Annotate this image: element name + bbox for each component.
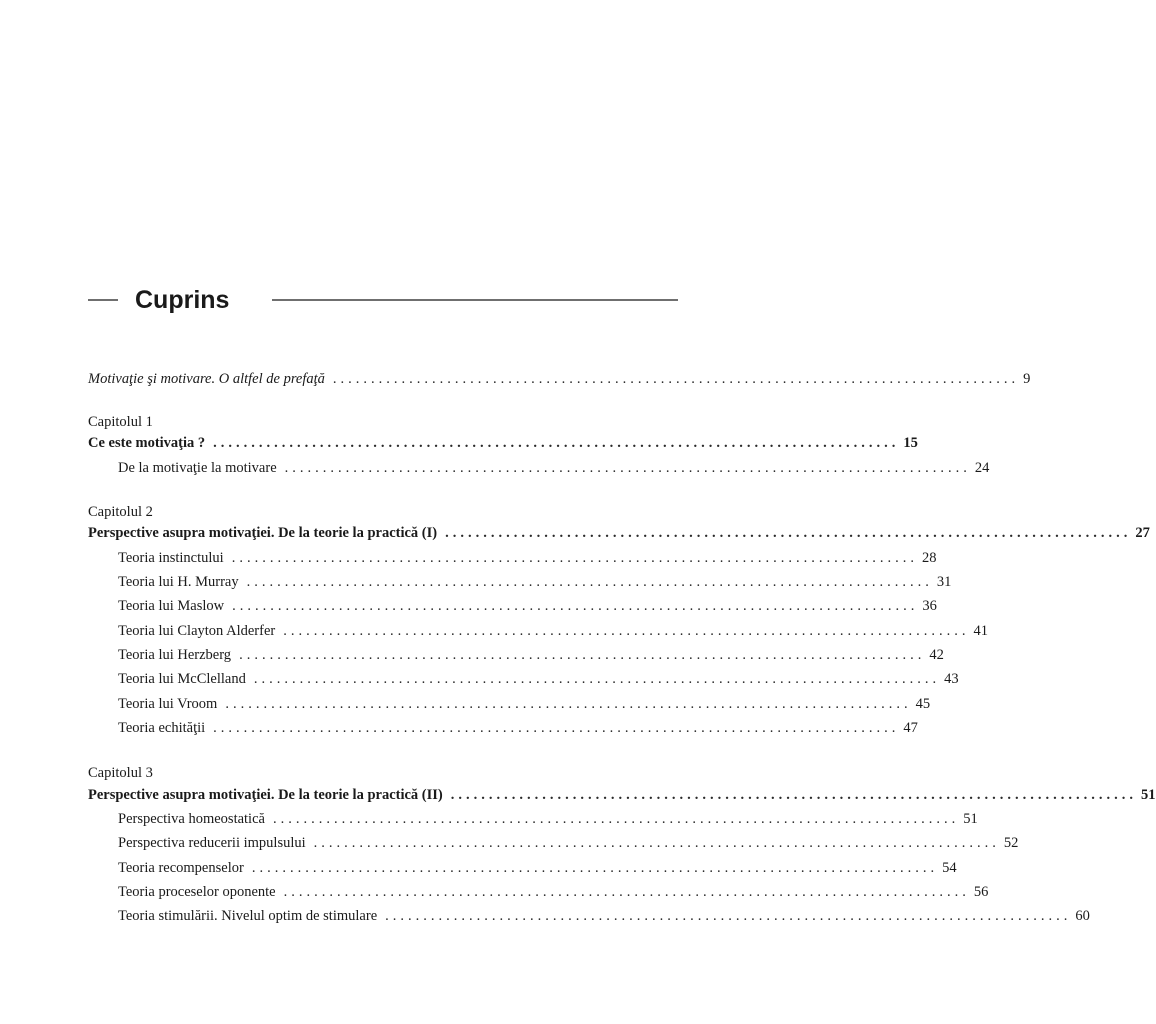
toc-entry-label: Teoria lui Herzberg bbox=[118, 647, 232, 663]
toc-entry-label: Teoria recompenselor bbox=[118, 860, 244, 876]
toc-page-number: 47 bbox=[903, 720, 918, 736]
toc-entry-preface[interactable] bbox=[88, 369, 1031, 389]
toc-entry-label: Teoria lui Vroom bbox=[118, 696, 218, 712]
toc-entry[interactable] bbox=[88, 458, 990, 478]
toc-page-number: 54 bbox=[942, 860, 957, 876]
toc-entry-label: Perspective asupra motivaţiei. De la teorie la practică (II) bbox=[88, 787, 443, 803]
chapter-label: Capitolul 1 bbox=[88, 414, 153, 430]
toc-entry[interactable] bbox=[88, 548, 937, 568]
toc-entry-label: Teoria proceselor oponente bbox=[118, 884, 276, 900]
toc-leader-dots: .......................................................................................... bbox=[283, 623, 970, 639]
toc-leader-dots: .......................................................................................... bbox=[283, 884, 970, 900]
toc-page-number: 51 bbox=[963, 811, 978, 827]
toc-entry[interactable] bbox=[88, 809, 978, 829]
toc-leader-dots: .......................................................................................... bbox=[272, 811, 960, 827]
toc-entry-label: Perspectiva reducerii impulsului bbox=[118, 835, 306, 851]
toc-leader-dots: .......................................................................................... bbox=[225, 696, 912, 712]
toc-page-number: 56 bbox=[973, 884, 989, 900]
toc-leader-dots: .......................................................................................... bbox=[239, 647, 926, 663]
page-title: Cuprins bbox=[135, 286, 230, 314]
toc-page-number: 42 bbox=[929, 647, 944, 663]
chapter-label: Capitolul 3 bbox=[88, 765, 153, 781]
toc-page-number: 51 bbox=[1141, 787, 1156, 803]
heading-rule-right bbox=[272, 299, 678, 301]
toc-entry[interactable] bbox=[88, 882, 989, 902]
toc-leader-dots: .......................................................................................... bbox=[284, 460, 971, 476]
toc-entry[interactable] bbox=[88, 833, 1019, 853]
toc-entry-label: Perspectiva homeostatică bbox=[118, 811, 265, 827]
toc-leader-dots: .......................................................................................... bbox=[213, 435, 900, 451]
heading-rule-left bbox=[88, 299, 118, 301]
toc-leader-dots: .......................................................................................... bbox=[251, 860, 939, 876]
toc-entry-label: Teoria lui H. Murray bbox=[118, 574, 239, 590]
toc-entry-label: Perspective asupra motivaţiei. De la teorie la practică (I) bbox=[88, 525, 438, 541]
toc-entry[interactable] bbox=[88, 669, 959, 689]
toc-leader-dots: .......................................................................................... bbox=[450, 787, 1137, 803]
toc-entry-label: Teoria lui Maslow bbox=[118, 598, 225, 614]
chapter-label: Capitolul 2 bbox=[88, 504, 153, 520]
toc-entry[interactable] bbox=[88, 596, 937, 616]
toc-chapter-title[interactable] bbox=[88, 433, 918, 453]
toc-page-number: 43 bbox=[944, 671, 959, 687]
toc-heading bbox=[88, 282, 678, 318]
toc-entry-label: Ce este motivaţia ? bbox=[88, 435, 206, 451]
toc-chapter-title[interactable] bbox=[88, 785, 1156, 805]
toc-entry-label: De la motivaţie la motivare bbox=[118, 460, 277, 476]
toc-page-number: 41 bbox=[973, 623, 988, 639]
toc-leader-dots: .......................................................................................... bbox=[213, 720, 900, 736]
toc-leader-dots: .......................................................................................... bbox=[313, 835, 1000, 851]
toc-leader-dots: .......................................................................................... bbox=[445, 525, 1132, 541]
toc-page-number: 15 bbox=[903, 435, 918, 451]
toc-chapter-title[interactable] bbox=[88, 523, 1150, 543]
toc-page-number: 36 bbox=[922, 598, 937, 614]
toc-entry[interactable] bbox=[88, 572, 952, 592]
toc-entry[interactable] bbox=[88, 694, 931, 714]
toc-page-number: 31 bbox=[936, 574, 952, 590]
toc-page-number: 28 bbox=[921, 550, 937, 566]
toc-leader-dots: .......................................................................................... bbox=[231, 550, 918, 566]
toc-entry[interactable] bbox=[88, 906, 1090, 926]
toc-entry-label: Teoria instinctului bbox=[118, 550, 224, 566]
toc-page-number: 24 bbox=[974, 460, 990, 476]
toc-leader-dots: .......................................................................................... bbox=[385, 908, 1072, 924]
toc-leader-dots: .......................................................................................... bbox=[332, 371, 1020, 387]
toc-leader-dots: .......................................................................................... bbox=[246, 574, 933, 590]
toc-entry[interactable] bbox=[88, 645, 944, 665]
toc-entry-label: Teoria stimulării. Nivelul optim de stimulare bbox=[118, 908, 378, 924]
toc-leader-dots: .......................................................................................... bbox=[232, 598, 919, 614]
toc-entry-label: Teoria lui McClelland bbox=[118, 671, 246, 687]
toc-entry[interactable] bbox=[88, 718, 918, 738]
toc-entry[interactable] bbox=[88, 621, 988, 641]
toc-entry-label: Motivaţie şi motivare. O altfel de prefaţă bbox=[88, 371, 325, 387]
toc-entry-label: Teoria echităţii bbox=[118, 720, 206, 736]
toc-leader-dots: .......................................................................................... bbox=[253, 671, 941, 687]
toc-page-number: 27 bbox=[1135, 525, 1150, 541]
toc-page-number: 45 bbox=[915, 696, 931, 712]
toc-page-number: 60 bbox=[1075, 908, 1090, 924]
toc-entry-label: Teoria lui Clayton Alderfer bbox=[118, 623, 276, 639]
toc-page-number: 9 bbox=[1023, 371, 1031, 387]
toc-page-number: 52 bbox=[1003, 835, 1019, 851]
toc-entry[interactable] bbox=[88, 858, 957, 878]
